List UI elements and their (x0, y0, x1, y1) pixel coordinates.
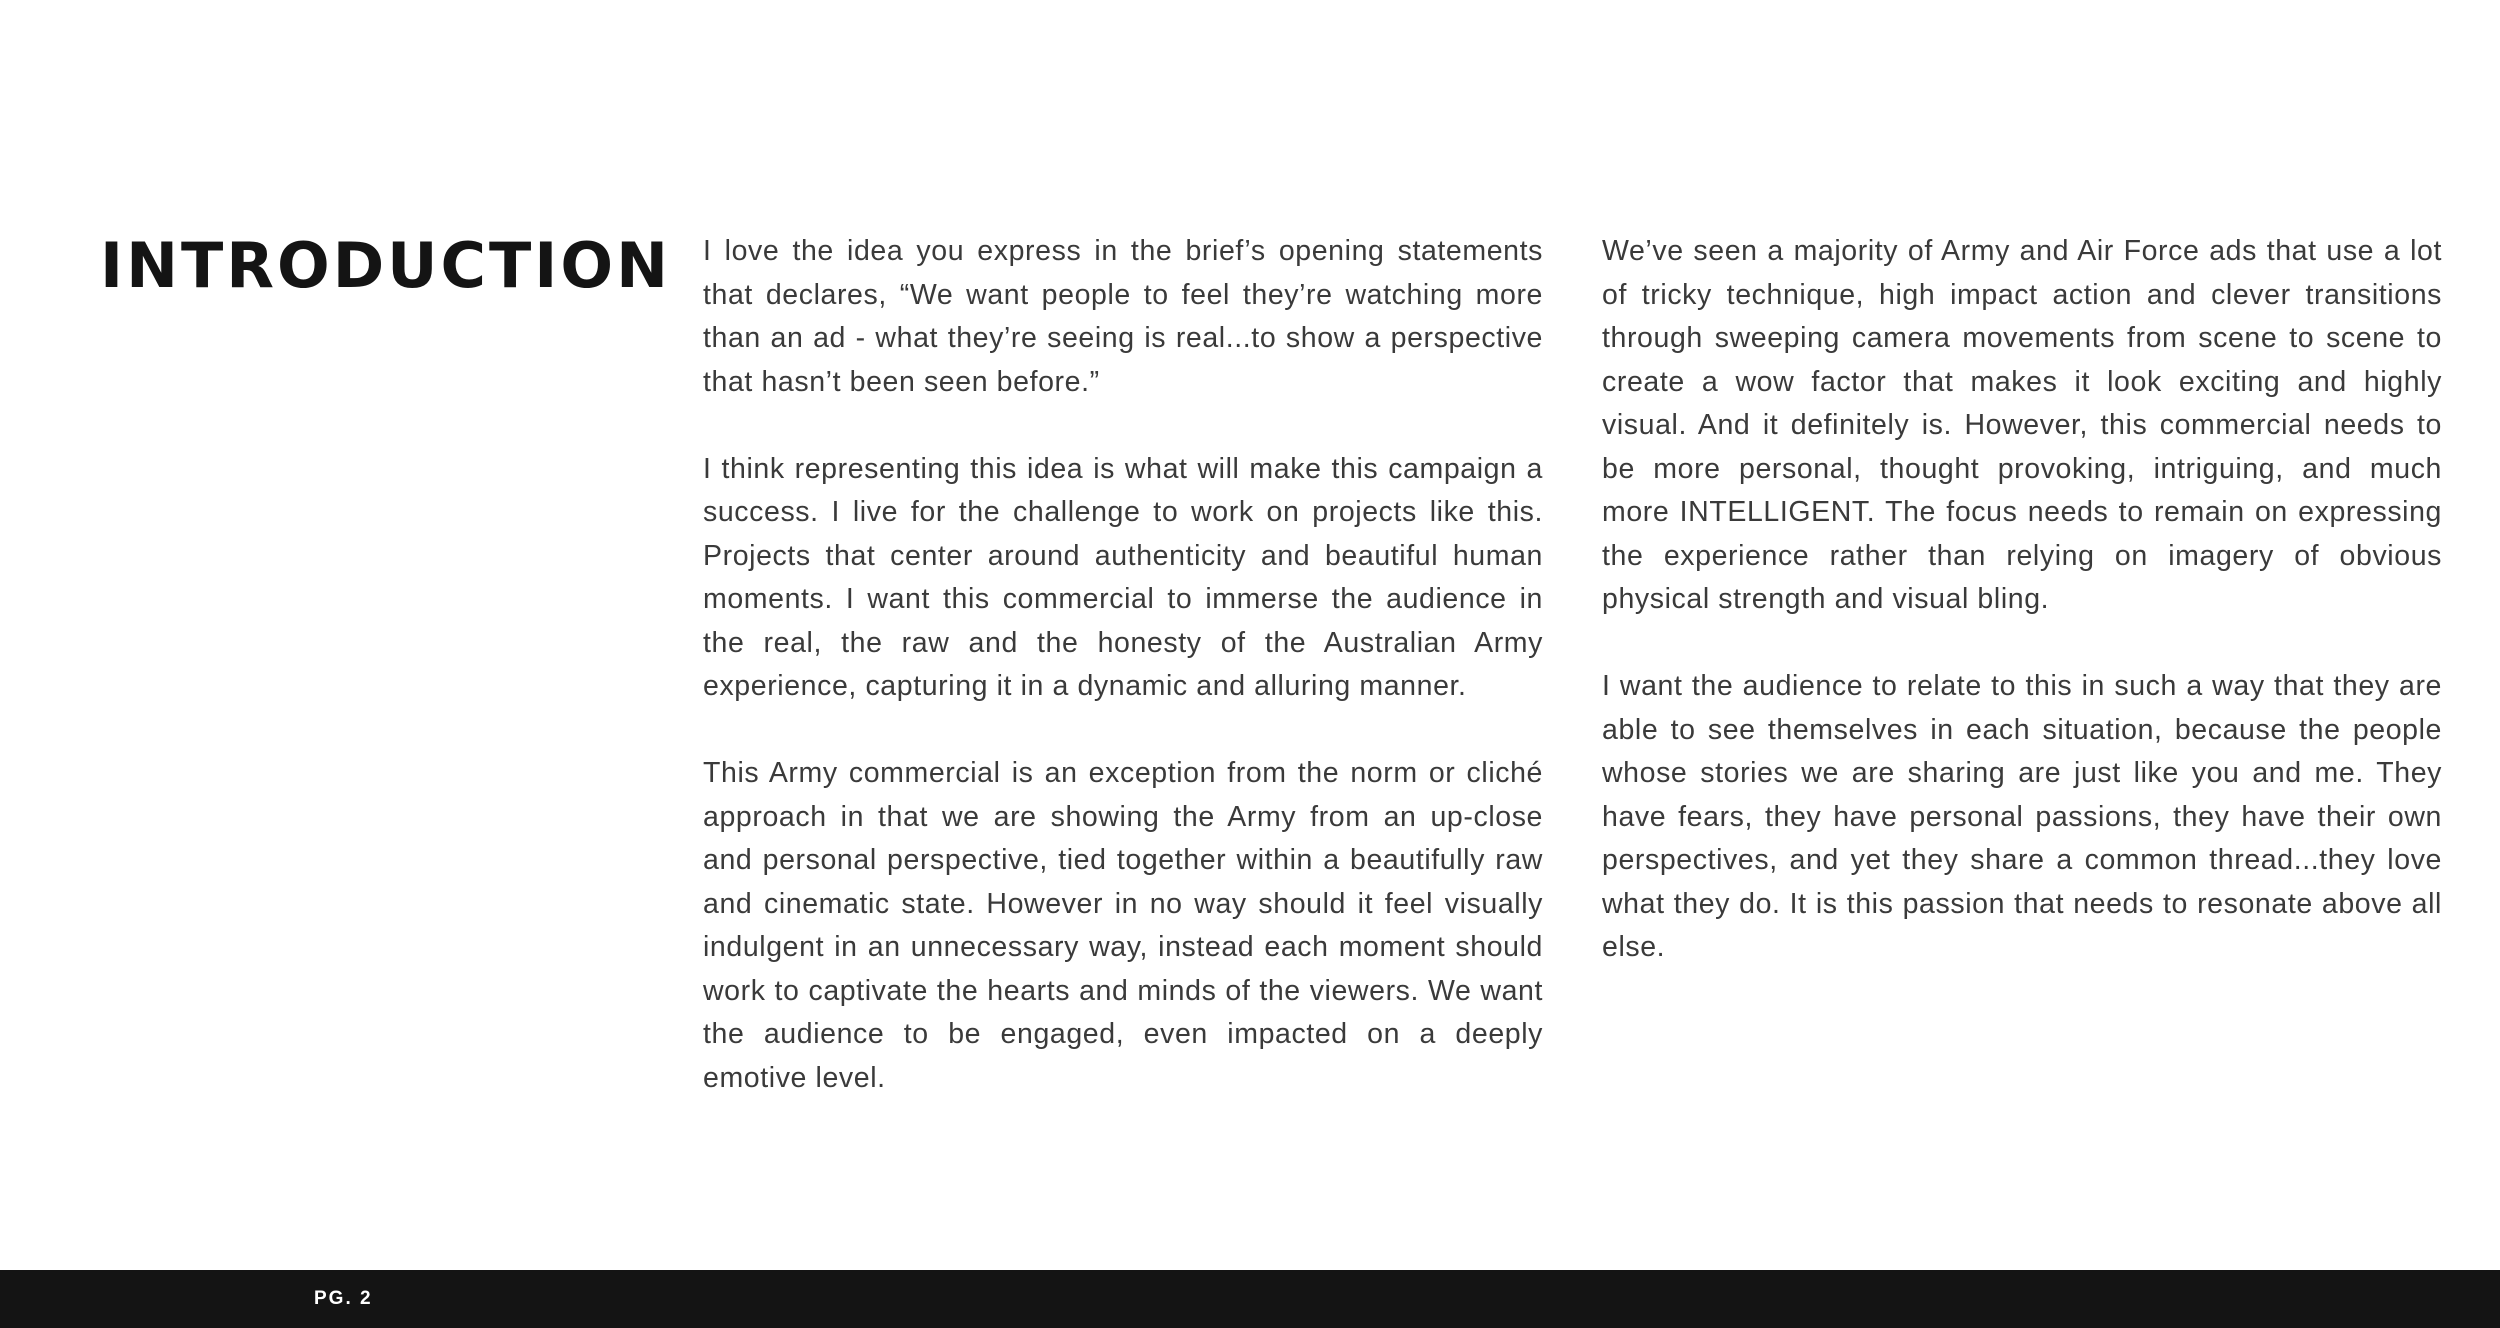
paragraph: I love the idea you express in the brief’s opening statements that declares, “We want people to feel they’re watching more than an ad - what they’re seeing is real...to show a perspective that hasn’t been seen before.” (703, 235, 1543, 398)
paragraph: I want the audience to relate to this in such a way that they are able to see themselves in each situation, because the people whose stories we are sharing are just like you and me. They have fears, they have personal passions, they have their own perspectives, and yet they share a common thread...they love what they do. It is this passion that needs to resonate above all else. (1602, 670, 2442, 963)
page-heading: INTRODUCTION (100, 229, 671, 302)
page-number: PG. 2 (314, 1288, 373, 1309)
paragraph: This Army commercial is an exception from the norm or cliché approach in that we are showing the Army from an up-close and personal perspective, tied together within a beautifully raw and cinematic state. However in no way should it feel visually indulgent in an unnecessary way, instead each moment should work to captivate the hearts and minds of the viewers. We want the audience to be engaged, even impacted on a deeply emotive level. (703, 757, 1543, 1094)
paragraph: We’ve seen a majority of Army and Air Force ads that use a lot of tricky technique, high impact action and clever transitions through sweeping camera movements from scene to scene to create a wow factor that makes it look exciting and highly visual. And it definitely is. However, this commercial needs to be more personal, thought provoking, intriguing, and much more INTELLIGENT. The focus needs to remain on expressing the experience rather than relying on imagery of obvious physical strength and visual bling. (1602, 235, 2442, 615)
left-text-column (703, 230, 1543, 1144)
footer-bar (0, 1270, 2500, 1328)
right-text-column (1602, 230, 2442, 1013)
paragraph: I think representing this idea is what will make this campaign a success. I live for the challenge to work on projects like this. Projects that center around authenticity and beautiful human moments. I want this commercial to immerse the audience in the real, the raw and the honesty of the Australian Army experience, capturing it in a dynamic and alluring manner. (703, 452, 1543, 702)
